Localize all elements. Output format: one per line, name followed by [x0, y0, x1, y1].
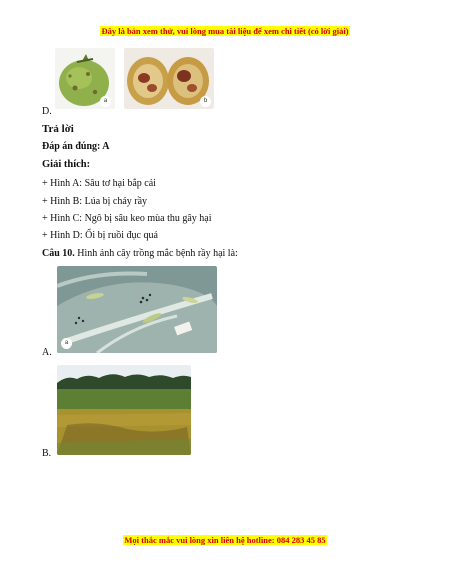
- question-number: Câu 10.: [42, 248, 75, 259]
- explanation-item: + Hình B: Lúa bị cháy rầy: [42, 196, 148, 207]
- cabbage-pest-image: [57, 266, 217, 353]
- option-b-label: B.: [42, 448, 52, 459]
- explanation-item: + Hình C: Ngô bị sâu keo mùa thu gây hại: [42, 213, 212, 224]
- image-tag: b: [200, 96, 211, 107]
- option-d-label: D.: [42, 106, 52, 117]
- explanation-item: + Hình D: Ổi bị ruồi đục quả: [42, 230, 158, 241]
- image-tag: a: [61, 338, 72, 349]
- answer-heading: Trả lời: [42, 123, 74, 135]
- rice-field-image: [57, 365, 191, 455]
- option-a-label: A.: [42, 347, 52, 358]
- image-tag: a: [100, 96, 111, 107]
- question-10: [42, 248, 238, 259]
- correct-answer: Đáp án đúng: A: [42, 141, 110, 152]
- preview-banner-text: Đây là bản xem thử, vui lòng mua tài liệu để xem chi tiết (có lời giải): [101, 26, 349, 36]
- hotline-banner-text: Mọi thắc mắc vui lòng xin liên hệ hotline: 084 283 45 85: [124, 535, 326, 545]
- explanation-item: + Hình A: Sâu tơ hại bắp cải: [42, 178, 156, 189]
- question-text: Hình ảnh cây trồng mắc bệnh rầy hại là:: [74, 248, 238, 259]
- guava-cut-image: [124, 48, 214, 109]
- preview-banner: [0, 26, 450, 36]
- hotline-banner: [0, 535, 450, 545]
- guava-whole-image: [55, 48, 115, 109]
- explanation-heading: Giải thích:: [42, 159, 91, 170]
